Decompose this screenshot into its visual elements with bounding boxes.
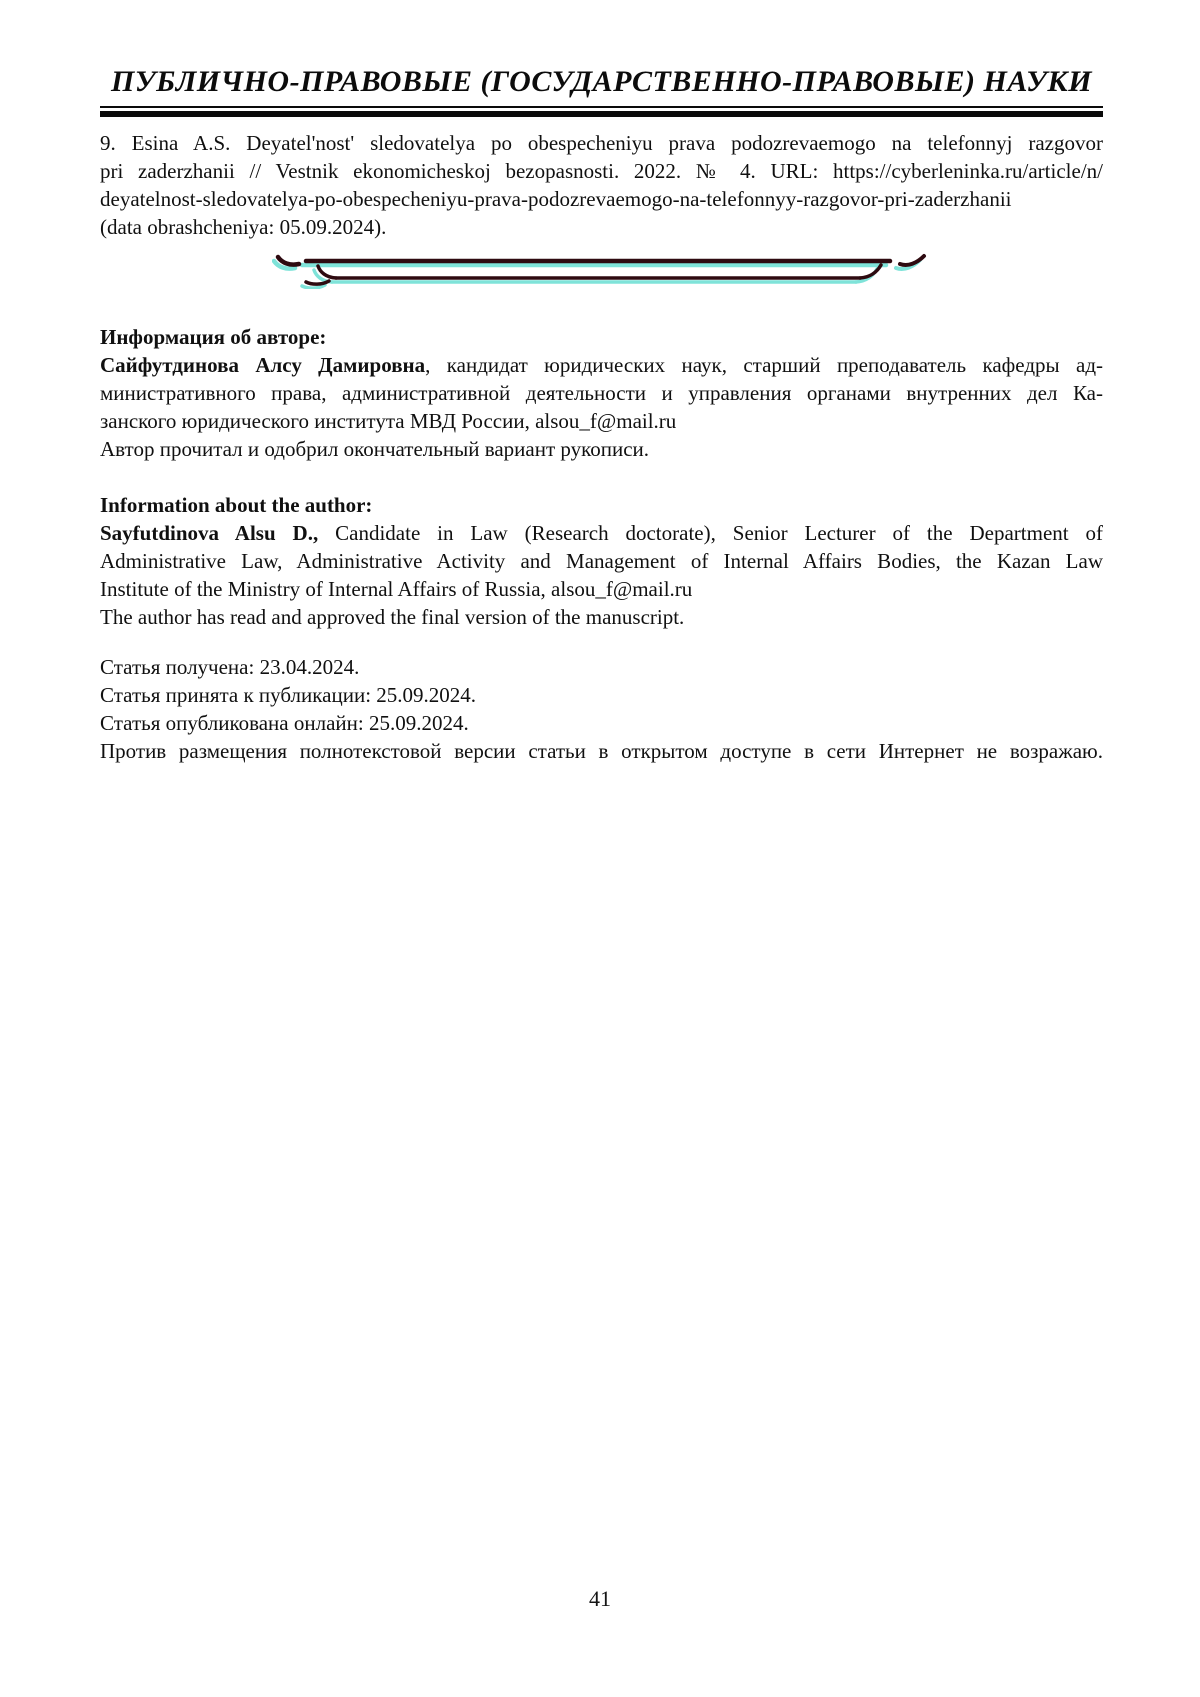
reference-line-3: deyatelnost-sledovatelya-po-obespecheniyu-prava-podozrevaemogo-na-telefonnyy-razgovor-pri-zaderzhanii xyxy=(100,187,1012,211)
author-bio-ru-line-2: министративного права, административной деятельности и управления органами внутренних дел Ка- xyxy=(100,381,1103,405)
author-bio-ru-line-3: занского юридического института МВД России, alsou_f@mail.ru xyxy=(100,409,677,433)
author-bio-ru-line-1 xyxy=(100,351,1103,379)
ornamental-divider xyxy=(100,251,1103,291)
author-bio-en-line-1 xyxy=(100,519,1103,547)
author-bio-en-line-2: Administrative Law, Administrative Activity and Management of Internal Affairs Bodies, the Kazan Law xyxy=(100,549,1103,573)
author-info-en-heading: Information about the author: xyxy=(100,493,373,517)
author-bio-en-line-3: Institute of the Ministry of Internal Affairs of Russia, alsou_f@mail.ru xyxy=(100,577,693,601)
author-info-ru-section xyxy=(100,323,1103,463)
page-number: 41 xyxy=(589,1586,611,1611)
reference-line-1: 9. Esina A.S. Deyatel'nost' sledovatelya po obespecheniyu prava podozrevaemogo na telefonnyj razgovor xyxy=(100,131,1103,155)
date-accepted: Статья принята к публикации: 25.09.2024. xyxy=(100,683,477,707)
reference-line-2: pri zaderzhanii // Vestnik ekonomicheskoj bezopasnosti. 2022. № 4. URL: https://cyberleninka.ru/article/n/ xyxy=(100,159,1103,183)
article-dates-section xyxy=(100,653,1103,765)
header-rule xyxy=(100,106,1103,117)
reference-paragraph xyxy=(100,129,1103,241)
ornamental-divider-icon xyxy=(272,251,932,289)
manuscript-note-ru: Автор прочитал и одобрил окончательный вариант рукописи. xyxy=(100,437,650,461)
date-published: Статья опубликована онлайн: 25.09.2024. xyxy=(100,711,469,735)
page-header xyxy=(100,64,1103,117)
reference-line-4: (data obrashcheniya: 05.09.2024). xyxy=(100,215,387,239)
author-name-ru: Сайфутдинова Алсу Дамировна xyxy=(100,353,426,377)
open-access-consent: Против размещения полнотекстовой версии статьи в открытом доступе в сети Интернет не возражаю. xyxy=(100,739,1103,763)
author-bio-en-line-1-text: Candidate in Law (Research doctorate), Senior Lecturer of the Department of xyxy=(318,521,1103,545)
author-info-ru-heading: Информация об авторе: xyxy=(100,325,327,349)
date-received: Статья получена: 23.04.2024. xyxy=(100,655,360,679)
author-info-en-section xyxy=(100,491,1103,631)
manuscript-note-en: The author has read and approved the final version of the manuscript. xyxy=(100,605,685,629)
author-bio-ru-line-1-text: , кандидат юридических наук, старший преподаватель кафедры ад- xyxy=(425,353,1103,377)
author-name-en: Sayfutdinova Alsu D., xyxy=(100,521,319,545)
page-title: ПУБЛИЧНО-ПРАВОВЫЕ (ГОСУДАРСТВЕННО-ПРАВОВЫЕ) НАУКИ xyxy=(110,65,1093,98)
